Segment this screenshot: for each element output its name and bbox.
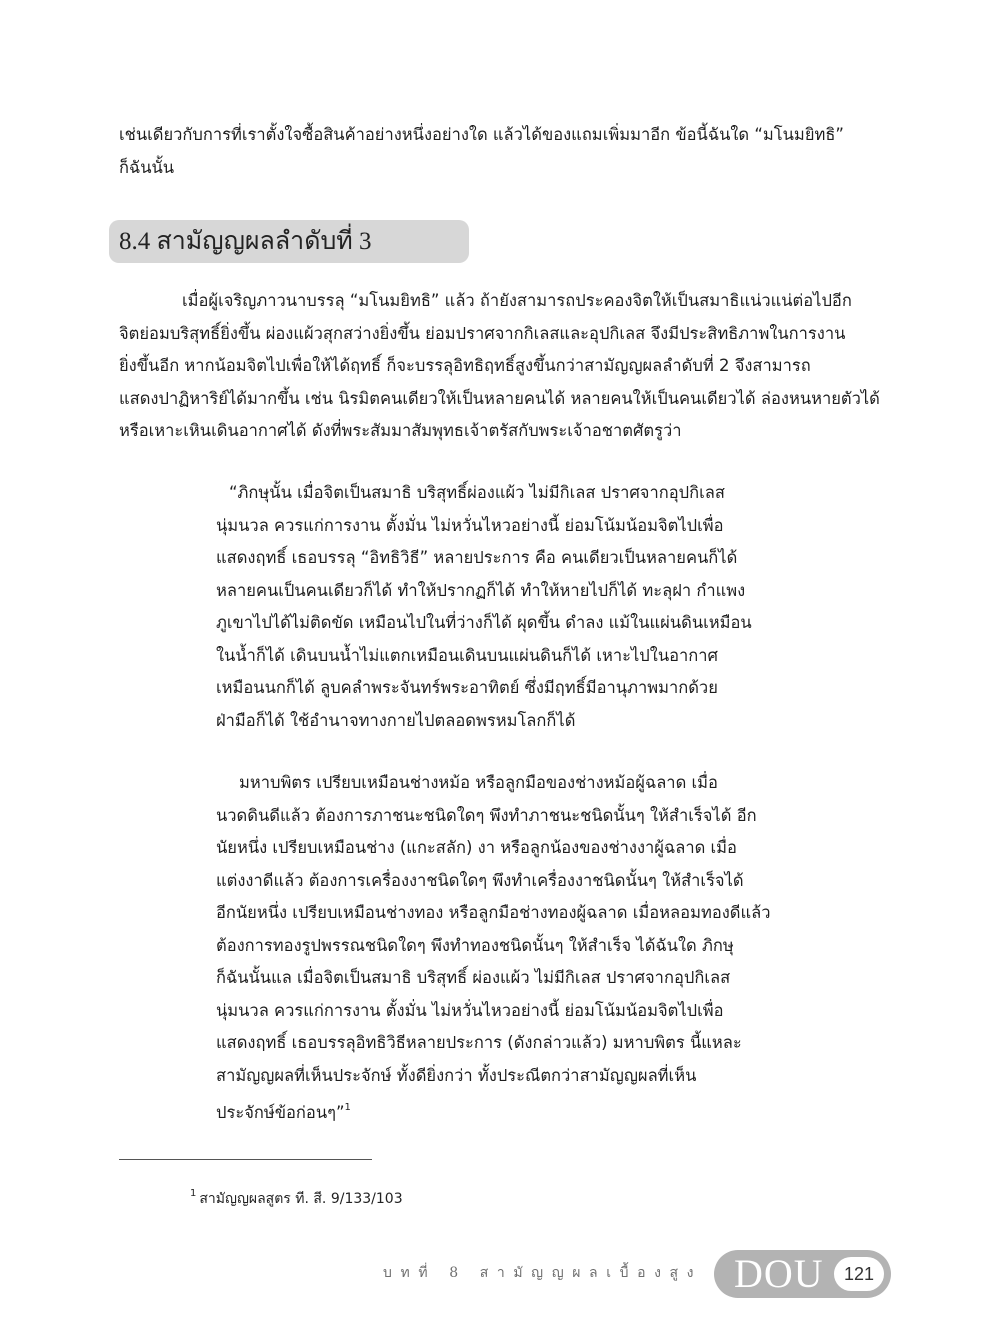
quote-line: สามัญญผลที่เห็นประจักษ์ ทั้งดียิ่งกว่า ทั้งประณีตกว่าสามัญญผลที่เห็น [216,1065,697,1085]
quote-last-line [216,1092,790,1130]
section-heading [109,220,469,263]
quote-line: ประจักษ์ข้อก่อนๆ” [216,1103,345,1122]
page-number: 121 [834,1257,884,1291]
quote-line: “ภิกษุนั้น เมื่อจิตเป็นสมาธิ บริสุทธิ์ผ่องแผ้ว ไม่มีกิเลส ปราศจากอุปกิเลส [229,483,725,502]
quote-line: ก็ฉันนั้นแล เมื่อจิตเป็นสมาธิ บริสุทธิ์ ผ่องแผ้ว ไม่มีกิเลส ปราศจากอุปกิเลส [216,968,731,987]
body-paragraph [119,285,897,448]
logo-text: DOU [734,1251,824,1296]
quote-line: แต่งงาดีแล้ว ต้องการเครื่องงาชนิดใดๆ พึงทำเครื่องงาชนิดนั้นๆ ให้สำเร็จได้ [216,870,744,890]
footnote [190,1183,403,1210]
text-line: ยิ่งขึ้นอีก หากน้อมจิตไปเพื่อให้ได้ฤทธิ์ ก็จะบรรลุอิทธิฤทธิ์สูงขึ้นกว่าสามัญญผลลำดับที่ 2 จึงสามารถ [119,356,811,375]
quote-block [216,767,790,1130]
quote-line: แสดงฤทธิ์ เธอบรรลุ “อิทธิวิธี” หลายประการ คือ คนเดียวเป็นหลายคนก็ได้ [216,548,738,567]
section-title: 8.4 สามัญญผลลำดับที่ 3 [119,228,372,255]
quote-line: ฝ่ามือก็ได้ ใช้อำนาจทางกายไปตลอดพรหมโลกก็ได้ [216,710,576,730]
quote-line: นุ่มนวล ควรแก่การงาน ตั้งมั่น ไม่หวั่นไหวอย่างนี้ ย่อมโน้มน้อมจิตไปเพื่อ [216,1000,724,1020]
text-line: จิตย่อมบริสุทธิ์ยิ่งขึ้น ผ่องแผ้วสุกสว่างยิ่งขึ้น ย่อมปราศจากกิเลสและอุปกิเลส จึงมีประสิทธิภาพในการงาน [119,323,846,343]
quote-line: ในน้ำก็ได้ เดินบนน้ำไม่แตกเหมือนเดินบนแผ่นดินก็ได้ เหาะไปในอากาศ [216,645,719,665]
dou-logo [714,1250,891,1298]
quote-line: นุ่มนวล ควรแก่การงาน ตั้งมั่น ไม่หวั่นไหวอย่างนี้ ย่อมโน้มน้อมจิตไปเพื่อ [216,515,724,535]
quote-line: อีกนัยหนึ่ง เปรียบเหมือนช่างทอง หรือลูกมือช่างทองผู้ฉลาด เมื่อหลอมทองดีแล้ว [216,903,771,922]
footnote-reference[interactable]: 1 [344,1102,351,1113]
quote-line: มหาบพิตร เปรียบเหมือนช่างหม้อ หรือลูกมือของช่างหม้อผู้ฉลาด เมื่อ [239,773,718,792]
quote-line: หลายคนเป็นคนเดียวก็ได้ ทำให้ปรากฏก็ได้ ทำให้หายไปก็ได้ ทะลุฝา กำแพง [216,580,746,600]
quote-line: ภูเขาไปได้ไม่ติดขัด เหมือนไปในที่ว่างก็ได้ ผุดขึ้น ดำลง แม้ในแผ่นดินเหมือน [216,613,752,632]
text-line: เมื่อผู้เจริญภาวนาบรรลุ “มโนมยิทธิ” แล้ว ถ้ายังสามารถประคองจิตให้เป็นสมาธิแน่วแน่ต่อไปอีก [182,291,852,310]
quote-block [216,477,790,737]
quote-line: เหมือนนกก็ได้ ลูบคลำพระจันทร์พระอาทิตย์ ซึ่งมีฤทธิ์มีอานุภาพมากด้วย [216,678,718,697]
quote-line: แสดงฤทธิ์ เธอบรรลุอิทธิวิธีหลายประการ (ดังกล่าวแล้ว) มหาบพิตร นี้แหละ [216,1033,742,1052]
footnote-marker: 1 [190,1188,197,1199]
footnote-text: สามัญญผลสูตร ที. สี. 9/133/103 [199,1191,403,1207]
text-line: ก็ฉันนั้น [119,157,175,177]
text-line: หรือเหาะเหินเดินอากาศได้ ดังที่พระสัมมาสัมพุทธเจ้าตรัสกับพระเจ้าอชาตศัตรูว่า [119,421,682,440]
intro-paragraph [119,119,897,184]
quote-line: นวดดินดีแล้ว ต้องการภาชนะชนิดใดๆ พึงทำภาชนะชนิดนั้นๆ ให้สำเร็จได้ อีก [216,805,757,825]
text-line: เช่นเดียวกับการที่เราตั้งใจซื้อสินค้าอย่างหนึ่งอย่างใด แล้วได้ของแถมเพิ่มมาอีก ข้อนี้ฉันใด “มโนมยิทธิ” [119,125,844,144]
text-line: แสดงปาฏิหาริย์ได้มากขึ้น เช่น นิรมิตคนเดียวให้เป็นหลายคนได้ หลายคนให้เป็นคนเดียวได้ ล่องหนหายตัวได้ [119,388,880,408]
quote-line: ต้องการทองรูปพรรณชนิดใดๆ พึงทำทองชนิดนั้นๆ ให้สำเร็จ ได้ฉันใด ภิกษุ [216,935,734,955]
footnote-divider [119,1159,372,1160]
quote-line: นัยหนึ่ง เปรียบเหมือนช่าง (แกะสลัก) งา หรือลูกน้องของช่างงาผู้ฉลาด เมื่อ [216,838,737,857]
running-footer-title: บทที่ 8 สามัญญผลเบื้องสูง [383,1265,703,1281]
